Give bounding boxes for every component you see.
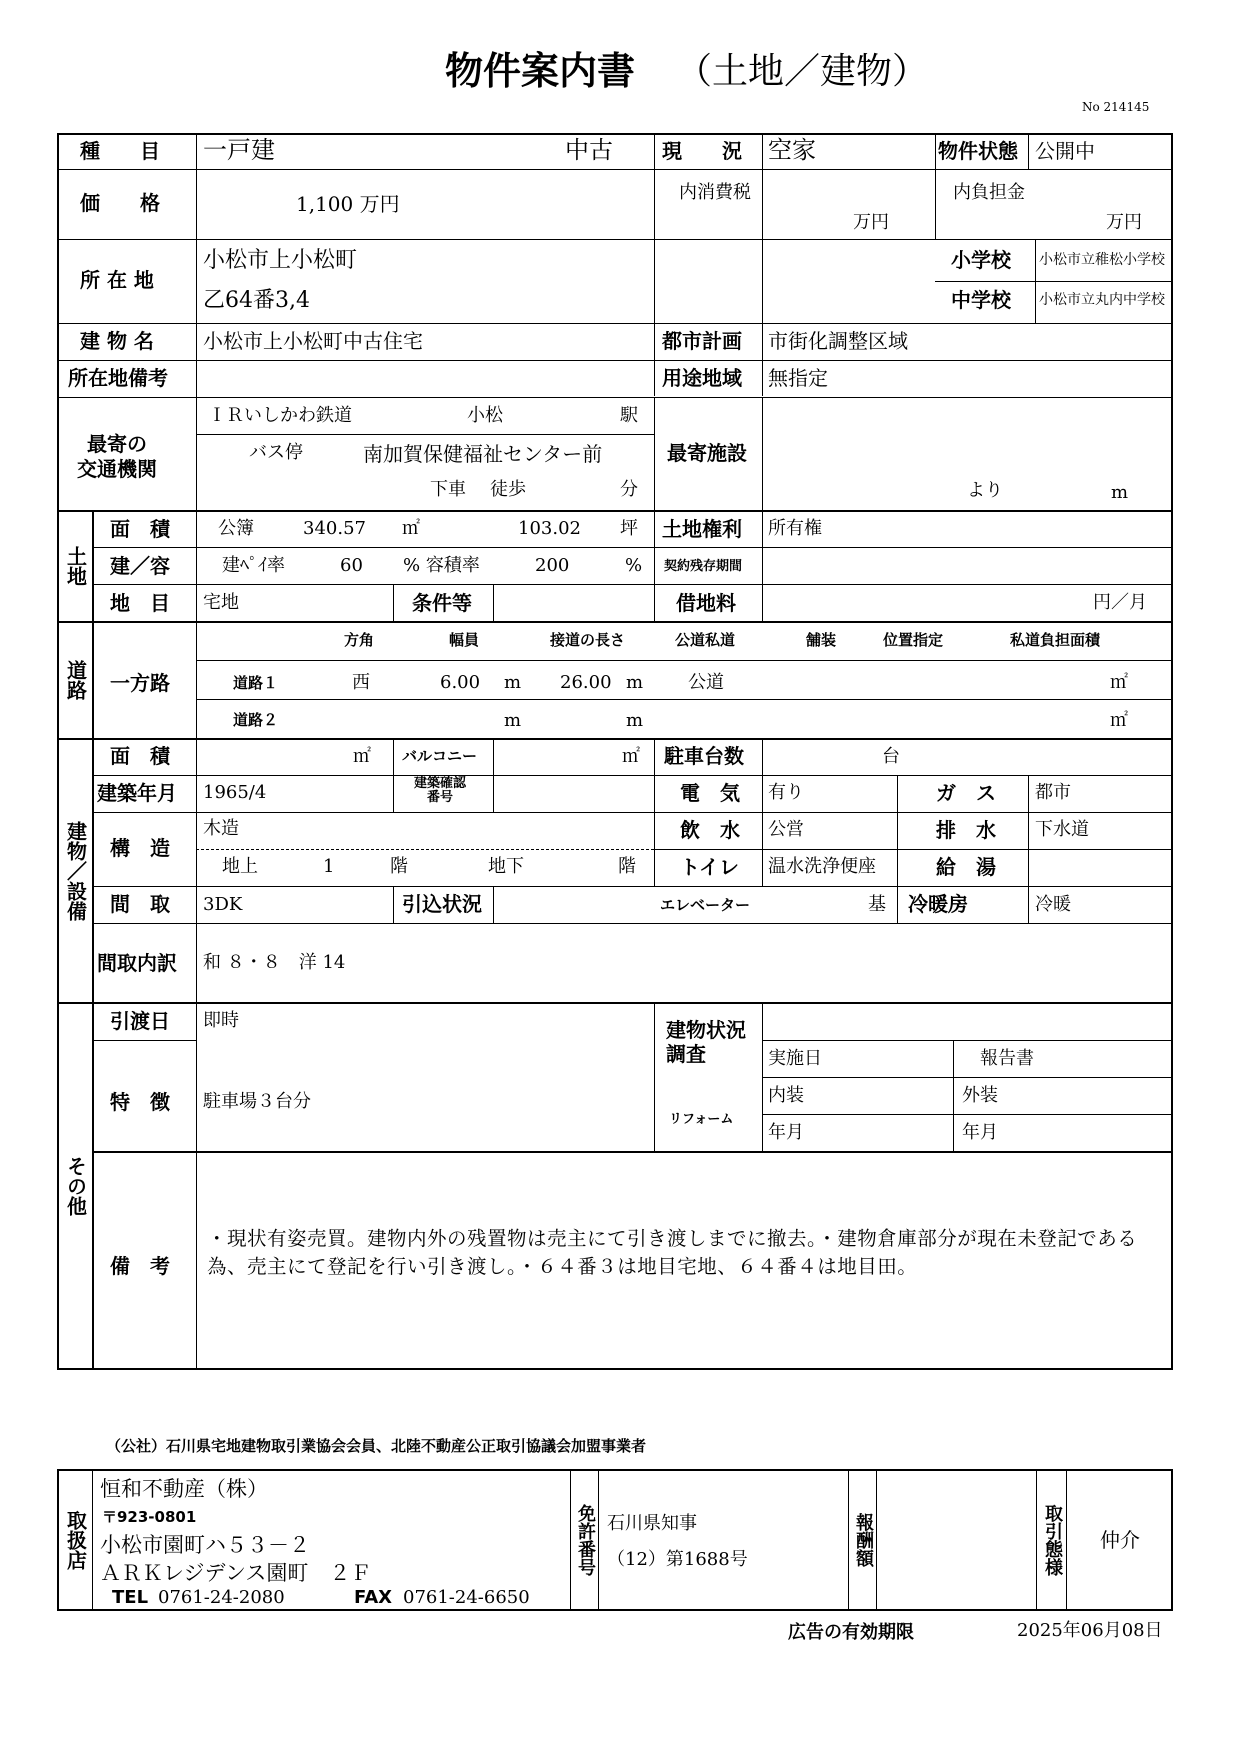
value-price: 1,100 万円 xyxy=(296,192,400,216)
group-other-text: その他 xyxy=(63,1156,88,1216)
label-property-status: 物件状態 xyxy=(938,139,1018,163)
document-number: No 214145 xyxy=(1082,100,1150,114)
label-type: 種 目 xyxy=(80,139,160,163)
group-other xyxy=(58,1003,92,1369)
label-gas: ガ ス xyxy=(936,781,996,805)
label-interior: 内装 xyxy=(768,1085,804,1106)
label-elevator: エレベーター xyxy=(660,896,751,914)
label-license xyxy=(571,1470,598,1610)
label-confirm-no: 建築確認 番号 xyxy=(414,776,467,805)
label-tax-in: 内消費税 xyxy=(679,182,751,203)
tel-number: 0761-24-2080 xyxy=(158,1587,285,1608)
group-road-text: 道路 xyxy=(63,660,88,700)
license-number: （12）第1688号 xyxy=(607,1549,748,1570)
group-land xyxy=(58,511,92,621)
unit-road1-width: m xyxy=(504,672,522,693)
value-drainage: 下水道 xyxy=(1035,819,1089,840)
label-meter: m xyxy=(1111,482,1129,503)
label-dealer xyxy=(58,1470,92,1610)
value-condition: 中古 xyxy=(565,136,613,164)
value-floors-above: 1 xyxy=(323,856,335,877)
unit-parking: 台 xyxy=(882,746,900,767)
label-features: 特 徴 xyxy=(110,1090,170,1114)
license-issuer: 石川県知事 xyxy=(607,1513,697,1534)
label-handover: 引渡日 xyxy=(110,1009,170,1033)
value-layout-detail: 和 ８・８ 洋 14 xyxy=(203,952,346,973)
value-gas: 都市 xyxy=(1035,782,1071,803)
label-bcr-far: 建／容 xyxy=(110,554,170,578)
label-conditions: 条件等 xyxy=(412,591,472,615)
fax-number: 0761-24-6650 xyxy=(403,1587,530,1608)
label-water: 飲 水 xyxy=(680,818,740,842)
value-address-line2: 乙64番3,4 xyxy=(203,288,310,313)
address-line1: 小松市園町ハ５３－２ xyxy=(100,1533,310,1557)
label-bcr: 建ﾍﾟｲ率 xyxy=(222,555,285,576)
label-service-line: 引込状況 xyxy=(402,892,482,916)
label-interior-date: 年月 xyxy=(768,1122,804,1143)
value-address-line1: 小松市上小松町 xyxy=(203,248,358,273)
label-road2: 道路２ xyxy=(233,711,279,729)
value-building-name: 小松市上小松町中古住宅 xyxy=(203,329,423,353)
value-mode: 仲介 xyxy=(1100,1528,1140,1552)
label-dealer-text: 取扱店 xyxy=(63,1510,88,1570)
unit-floor-above: 階 xyxy=(390,856,408,877)
label-inspection: 建物状況 調査 xyxy=(666,1018,746,1066)
label-report: 報告書 xyxy=(980,1048,1034,1069)
company-name: 恒和不動産（株） xyxy=(100,1477,268,1501)
label-zoning: 用途地域 xyxy=(662,366,742,390)
label-ground-rent: 借地料 xyxy=(676,591,736,615)
expiry-date: 2025年06月08日 xyxy=(1017,1620,1163,1641)
label-registry: 公簿 xyxy=(218,518,254,539)
label-structure: 構 造 xyxy=(110,836,170,860)
header-road-direction: 方角 xyxy=(344,631,375,649)
unit-balcony: ㎡ xyxy=(622,746,640,767)
expiry-label: 広告の有効期限 xyxy=(788,1622,914,1643)
unit-sqm: ㎡ xyxy=(402,518,420,539)
label-above: 地上 xyxy=(222,856,258,877)
value-land-category: 宅地 xyxy=(203,592,239,613)
label-fee xyxy=(849,1470,876,1610)
value-elementary: 小松市立稚松小学校 xyxy=(1039,252,1165,268)
label-reform: リフォーム xyxy=(669,1112,734,1127)
label-tax-burden: 内負担金 xyxy=(953,182,1025,203)
value-type: 一戸建 xyxy=(203,136,275,164)
unit-road2-length: m xyxy=(626,710,644,731)
label-junior: 中学校 xyxy=(951,288,1011,312)
label-far: % 容積率 xyxy=(403,555,480,576)
header-road-paved: 舗装 xyxy=(806,631,837,649)
value-toilet: 温水洗浄便座 xyxy=(768,856,876,877)
label-hot-water: 給 湯 xyxy=(936,855,996,879)
value-station: 小松 xyxy=(467,405,503,426)
value-bus-stop: 南加賀保健福祉センター前 xyxy=(363,442,603,466)
label-transport: 最寄の 交通機関 xyxy=(77,432,157,481)
header-road-contact: 接道の長さ xyxy=(550,631,626,649)
label-built-year: 建築年月 xyxy=(97,781,177,805)
label-bus: バス停 xyxy=(249,442,303,463)
value-structure: 木造 xyxy=(203,818,239,839)
label-heating: 冷暖房 xyxy=(908,892,968,916)
unit-floor-below: 階 xyxy=(618,856,636,877)
label-price: 価 格 xyxy=(80,191,160,215)
label-below: 地下 xyxy=(488,856,524,877)
association-note: （公社）石川県宅地建物取引業協会会員、北陸不動産公正取引協議会加盟事業者 xyxy=(106,1437,647,1455)
value-features: 駐車場３台分 xyxy=(203,1091,311,1112)
address-line2: ＡＲＫレジデンス園町 ２Ｆ xyxy=(100,1561,372,1585)
label-nearest-facility: 最寄施設 xyxy=(667,441,747,465)
label-remarks: 備 考 xyxy=(110,1254,170,1278)
postal-code: 〒923-0801 xyxy=(102,1508,197,1526)
tel-label: TEL xyxy=(112,1587,149,1608)
unit-tsubo: 坪 xyxy=(620,518,638,539)
label-electricity: 電 気 xyxy=(680,781,740,805)
unit-road2-share: ㎡ xyxy=(1110,710,1128,731)
property-table xyxy=(57,133,1173,1370)
value-road1-public: 公道 xyxy=(688,672,724,693)
label-elementary: 小学校 xyxy=(951,248,1011,272)
label-location: 所 在 地 xyxy=(80,268,154,292)
label-building-area: 面 積 xyxy=(110,744,170,768)
label-drainage: 排 水 xyxy=(936,818,996,842)
document-title: 物件案内書 xyxy=(445,49,636,93)
value-far: 200 xyxy=(535,555,570,576)
label-location-note: 所在地備考 xyxy=(68,366,168,390)
label-minutes: 分 xyxy=(620,479,638,500)
header-road-private-share: 私道負担面積 xyxy=(1010,631,1101,649)
value-bcr: 60 xyxy=(340,555,363,576)
label-balcony: バルコニー xyxy=(402,747,478,765)
value-heating: 冷暖 xyxy=(1035,894,1071,915)
label-road-one: 一方路 xyxy=(110,671,170,695)
unit-tax-burden: 万円 xyxy=(1106,212,1142,233)
value-land-right: 所有権 xyxy=(768,518,822,539)
group-building-text: 建物／設備 xyxy=(63,820,88,921)
value-electricity: 有り xyxy=(768,782,804,803)
label-toilet: トイレ xyxy=(680,855,739,879)
unit-far-percent: % xyxy=(625,555,643,576)
label-license-text: 免許番号 xyxy=(574,1504,596,1576)
value-built-year: 1965/4 xyxy=(203,782,267,803)
unit-road2-width: m xyxy=(504,710,522,731)
value-property-status: 公開中 xyxy=(1035,139,1095,163)
label-city-plan: 都市計画 xyxy=(662,329,742,353)
unit-elevator: 基 xyxy=(868,894,886,915)
label-station-suffix: 駅 xyxy=(620,405,638,426)
fax-label: FAX xyxy=(354,1587,393,1608)
label-exterior: 外装 xyxy=(962,1085,998,1106)
label-parking: 駐車台数 xyxy=(664,744,744,768)
label-land-category: 地 目 xyxy=(110,591,170,615)
value-city-plan: 市街化調整区域 xyxy=(768,329,908,353)
value-land-area-tsubo: 103.02 xyxy=(518,518,581,539)
label-walk: 徒歩 xyxy=(490,479,526,500)
label-contract-period: 契約残存期間 xyxy=(664,559,743,574)
unit-road1-length: m xyxy=(626,672,644,693)
unit-building-area: ㎡ xyxy=(353,746,371,767)
header-road-designation: 位置指定 xyxy=(883,631,944,649)
group-land-text: 土地 xyxy=(63,546,88,586)
value-handover: 即時 xyxy=(203,1010,239,1031)
group-road xyxy=(58,622,92,738)
label-land-right: 土地権利 xyxy=(662,517,742,541)
value-zoning: 無指定 xyxy=(768,366,828,390)
label-from: より xyxy=(967,480,1003,501)
value-road1-length: 26.00 xyxy=(560,672,612,693)
label-get-off: 下車 xyxy=(430,479,466,500)
label-fee-text: 報酬額 xyxy=(852,1513,874,1567)
label-exterior-date: 年月 xyxy=(962,1122,998,1143)
unit-tax-in: 万円 xyxy=(853,212,889,233)
label-status: 現 況 xyxy=(662,139,742,163)
label-impl-date: 実施日 xyxy=(768,1048,822,1069)
value-road1-width: 6.00 xyxy=(440,672,481,693)
label-road1: 道路１ xyxy=(233,674,279,692)
value-remarks: ・現状有姿売買。建物内外の残置物は売主にて引き渡しまでに撤去。・建物倉庫部分が現在未登記である為、売主にて登記を行い引き渡し。・６４番３は地目宅地、６４番４は地目田。 xyxy=(207,1227,1138,1279)
label-mode-text: 取引態様 xyxy=(1041,1504,1063,1576)
document-subtitle: （土地／建物） xyxy=(676,51,929,92)
value-water: 公営 xyxy=(768,819,804,840)
label-layout-detail: 間取内訳 xyxy=(97,951,177,975)
header-road-width: 幅員 xyxy=(449,631,480,649)
value-junior: 小松市立丸内中学校 xyxy=(1039,292,1165,308)
value-line: ＩＲいしかわ鉄道 xyxy=(208,405,352,426)
group-building xyxy=(58,739,92,1002)
value-land-area-sqm: 340.57 xyxy=(303,518,366,539)
value-status: 空家 xyxy=(768,136,816,164)
label-layout: 間 取 xyxy=(110,892,170,916)
unit-road1-share: ㎡ xyxy=(1110,672,1128,693)
value-road1-direction: 西 xyxy=(352,672,370,693)
label-mode xyxy=(1037,1470,1066,1610)
unit-ground-rent: 円／月 xyxy=(1093,592,1147,613)
label-area: 面 積 xyxy=(110,517,170,541)
label-building-name: 建 物 名 xyxy=(80,329,154,353)
header-road-public: 公道私道 xyxy=(675,631,736,649)
value-layout: 3DK xyxy=(203,894,243,915)
